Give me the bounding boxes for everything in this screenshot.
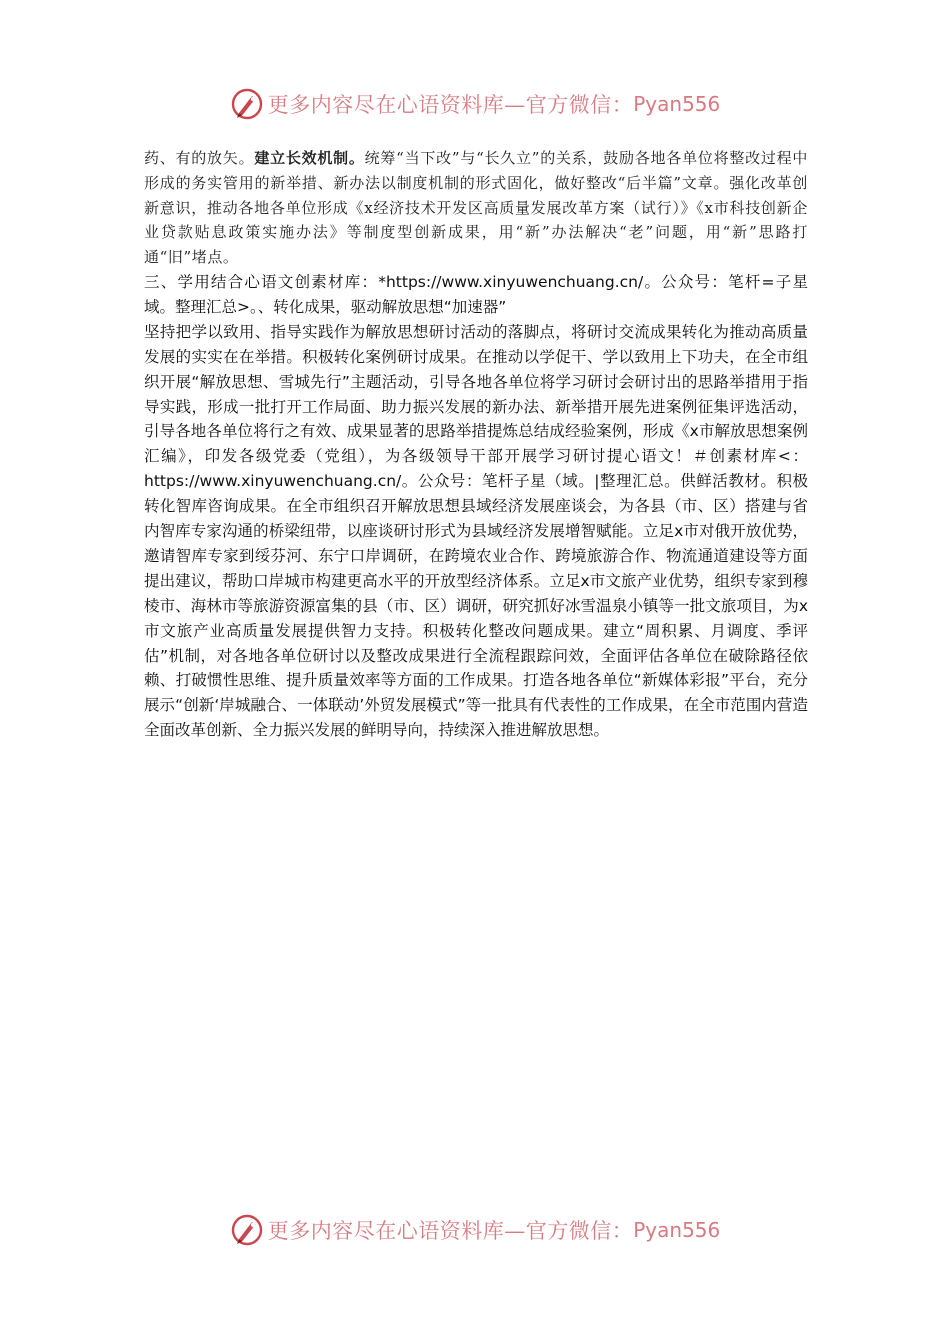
header-banner <box>0 84 950 124</box>
footer-slogan: 更多内容尽在心语资料库—官方微信： <box>267 1219 634 1243</box>
document-body <box>144 146 808 743</box>
footer-banner <box>0 1210 950 1250</box>
header-wechat-handle: Pyan556 <box>633 92 721 116</box>
paragraph-intro: 药、有的放矢。 <box>144 149 255 167</box>
paragraph-text: 统筹“当下改”与“长久立”的关系，鼓励各地各单位将整改过程中形成的务实管用的新举措、新办法以制度机制的形式固化，做好整改“后半篇”文章。强化改革创新意识，推动各地各单位形成《x经济技术开发区高质量发展改革方案（试行）》《x市科技创新企业贷款贴息政策实施办法》等制度型创新成果，用“新”办法解决“老”问题，用“新”思路打通“旧”堵点。 <box>144 149 808 267</box>
bold-heading: 建立长效机制。 <box>254 149 365 167</box>
pen-logo-icon <box>230 87 264 121</box>
section-heading: 三、学用结合心语文创素材库：*https://www.xinyuwenchuang.cn/。公众号：笔杆=子星域。整理汇总>。、转化成果，驱动解放思想“加速器” <box>144 272 808 316</box>
paragraph-long-term-mechanism <box>144 146 808 270</box>
footer-wechat-handle: Pyan556 <box>633 1218 721 1242</box>
paragraph-transform-results: 坚持把学以致用、指导实践作为解放思想研讨活动的落脚点，将研讨交流成果转化为推动高质量发展的实实在在举措。积极转化案例研讨成果。在推动以学促干、学以致用上下功夫，在全市组织开展“解放思想、雪城先行”主题活动，引导各地各单位将学习研讨会研讨出的思路举措用于指导实践，形成一批打开工作局面、助力振兴发展的新办法、新举措开展先进案例征集评选活动，引导各地各单位将行之有效、成果显著的思路举措提炼总结成经验案例，形成《x市解放思想案例汇编》，印发各级党委（党组），为各级领导干部开展学习研讨提心语文！＃创素材库<：https://www.xinyuwenchuang.cn/。公众号：笔杆子星（域。|整理汇总。供鲜活教材。积极转化智库咨询成果。在全市组织召开解放思想县域经济发展座谈会，为各县（市、区）搭建与省内智库专家沟通的桥梁纽带，以座谈研讨形式为县域经济发展增智赋能。立足x市对俄开放优势，邀请智库专家到绥芬河、东宁口岸调研，在跨境农业合作、跨境旅游合作、物流通道建设等方面提出建议，帮助口岸城市构建更高水平的开放型经济体系。立足x市文旅产业优势，组织专家到穆棱市、海林市等旅游资源富集的县（市、区）调研，研究抓好冰雪温泉小镇等一批文旅项目，为x市文旅产业高质量发展提供智力支持。积极转化整改问题成果。建立“周积累、月调度、季评估”机制，对各地各单位研讨以及整改成果进行全流程跟踪问效，全面评估各单位在破除路径依赖、打破惯性思维、提升质量效率等方面的工作成果。打造各地各单位“新媒体彩报”平台，充分展示“创新‘岸城融合、一体联动’外贸发展模式”等一批具有代表性的工作成果，在全市范围内营造全面改革创新、全力振兴发展的鲜明导向，持续深入推进解放思想。 <box>144 322 808 740</box>
pen-logo-icon <box>230 1213 264 1247</box>
header-slogan: 更多内容尽在心语资料库—官方微信： <box>267 93 634 117</box>
